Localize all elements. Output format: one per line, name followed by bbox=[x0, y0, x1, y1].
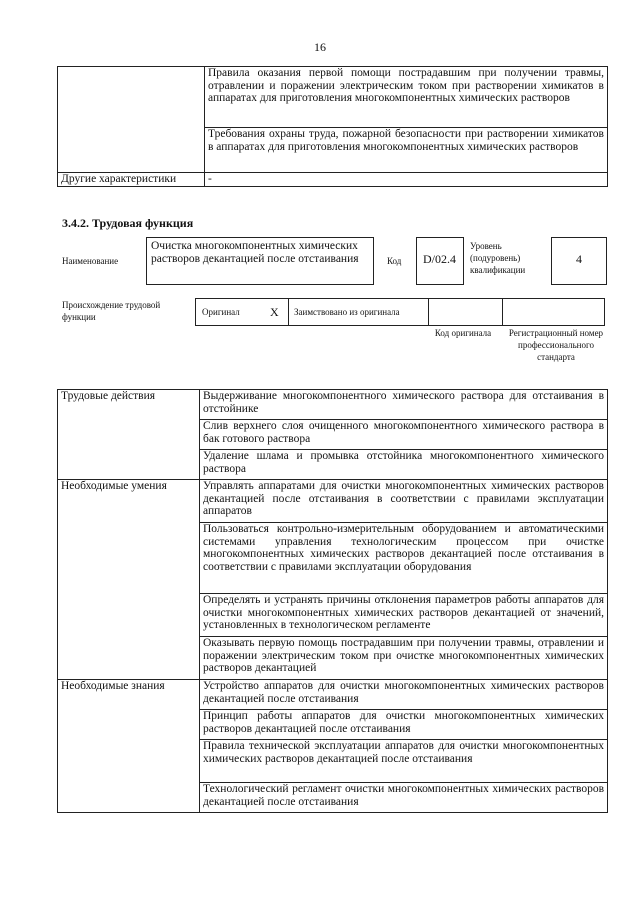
table-cell: Удаление шлама и промывка отстойника многокомпонентного химического раствора bbox=[200, 450, 608, 480]
code-box bbox=[416, 237, 464, 285]
code-label: Код bbox=[387, 256, 402, 266]
table-cell: Пользоваться контрольно-измерительным оборудованием и автоматическими системами управления технологическим процессом при очистке многокомпонентных химических растворов декантацией после отстаивания в соответствии с правилами эксплуатации оборудования bbox=[200, 523, 608, 594]
level-value: 4 bbox=[576, 252, 582, 266]
borrowed-label: Заимствовано из оригинала bbox=[294, 307, 400, 317]
table-cell: Оказывать первую помощь пострадавшим при получении травмы, отравлении и поражении электрическим током при очистке многокомпонентных химических растворов декантацией bbox=[200, 637, 608, 680]
divider bbox=[288, 299, 289, 325]
level-box bbox=[551, 237, 607, 285]
table-row bbox=[58, 480, 608, 523]
table-cell: Требования охраны труда, пожарной безопасности при растворении химикатов в аппаратах для приготовления многокомпонентных химических растворов bbox=[205, 128, 608, 173]
table-cell: Правила оказания первой помощи пострадавшим при получении травмы, отравлении и поражении электрическим током при растворении химикатов в аппаратах для приготовления многокомпонентных химических растворов bbox=[205, 67, 608, 128]
level-label: Уровень (подуровень) квалификации bbox=[470, 241, 526, 275]
table-cell: Устройство аппаратов для очистки многокомпонентных химических растворов декантацией после отстаивания bbox=[200, 680, 608, 710]
table-row bbox=[58, 67, 608, 128]
table-row bbox=[58, 173, 608, 187]
table-cell: Определять и устранять причины отклонения параметров работы аппаратов для очистки многокомпонентных химических растворов декантацией от значений, установленных в технологическом регламенте bbox=[200, 594, 608, 637]
divider bbox=[428, 299, 429, 325]
table-cell: Правила технической эксплуатации аппаратов для очистки многокомпонентных химических растворов декантацией после отстаивания bbox=[200, 740, 608, 783]
name-label: Наименование bbox=[62, 256, 119, 266]
section-title: 3.4.2. Трудовая функция bbox=[62, 216, 194, 230]
origin-label: Происхождение трудовой функции bbox=[62, 300, 161, 322]
row-label bbox=[58, 67, 205, 173]
table-cell: Управлять аппаратами для очистки многокомпонентных химических растворов декантацией после отстаивания в соответствии с правилами эксплуатации аппаратов bbox=[200, 480, 608, 523]
table-cell: Технологический регламент очистки многокомпонентных химических растворов декантацией после отстаивания bbox=[200, 783, 608, 813]
table-row bbox=[58, 390, 608, 420]
function-name-box bbox=[146, 237, 374, 285]
table-cell: Слив верхнего слоя очищенного многокомпонентного химического раствора в бак готового раствора bbox=[200, 420, 608, 450]
row-label: Другие характеристики bbox=[58, 173, 205, 187]
table-cell: Принцип работы аппаратов для очистки многокомпонентных химических растворов декантацией после отстаивания bbox=[200, 710, 608, 740]
code-caption: Код оригинала bbox=[434, 328, 492, 338]
divider bbox=[502, 299, 503, 325]
original-label: Оригинал bbox=[202, 307, 240, 317]
function-name-value: Очистка многокомпонентных химических растворов декантацией после отстаивания bbox=[151, 240, 359, 265]
origin-box bbox=[195, 298, 605, 326]
table-cell: Выдерживание многокомпонентного химического раствора для отстаивания в отстойнике bbox=[200, 390, 608, 420]
row-label: Необходимые умения bbox=[58, 480, 200, 680]
original-mark: X bbox=[270, 305, 279, 319]
table-row bbox=[58, 680, 608, 710]
page-number: 16 bbox=[314, 40, 326, 54]
requirements-table-continued bbox=[57, 66, 608, 187]
row-label: Необходимые знания bbox=[58, 680, 200, 813]
table-cell: - bbox=[205, 173, 608, 187]
reg-caption: Регистрационный номер профессионального стандарта bbox=[508, 328, 604, 362]
function-details-table bbox=[57, 389, 608, 813]
row-label: Трудовые действия bbox=[58, 390, 200, 480]
code-value: D/02.4 bbox=[423, 252, 456, 266]
